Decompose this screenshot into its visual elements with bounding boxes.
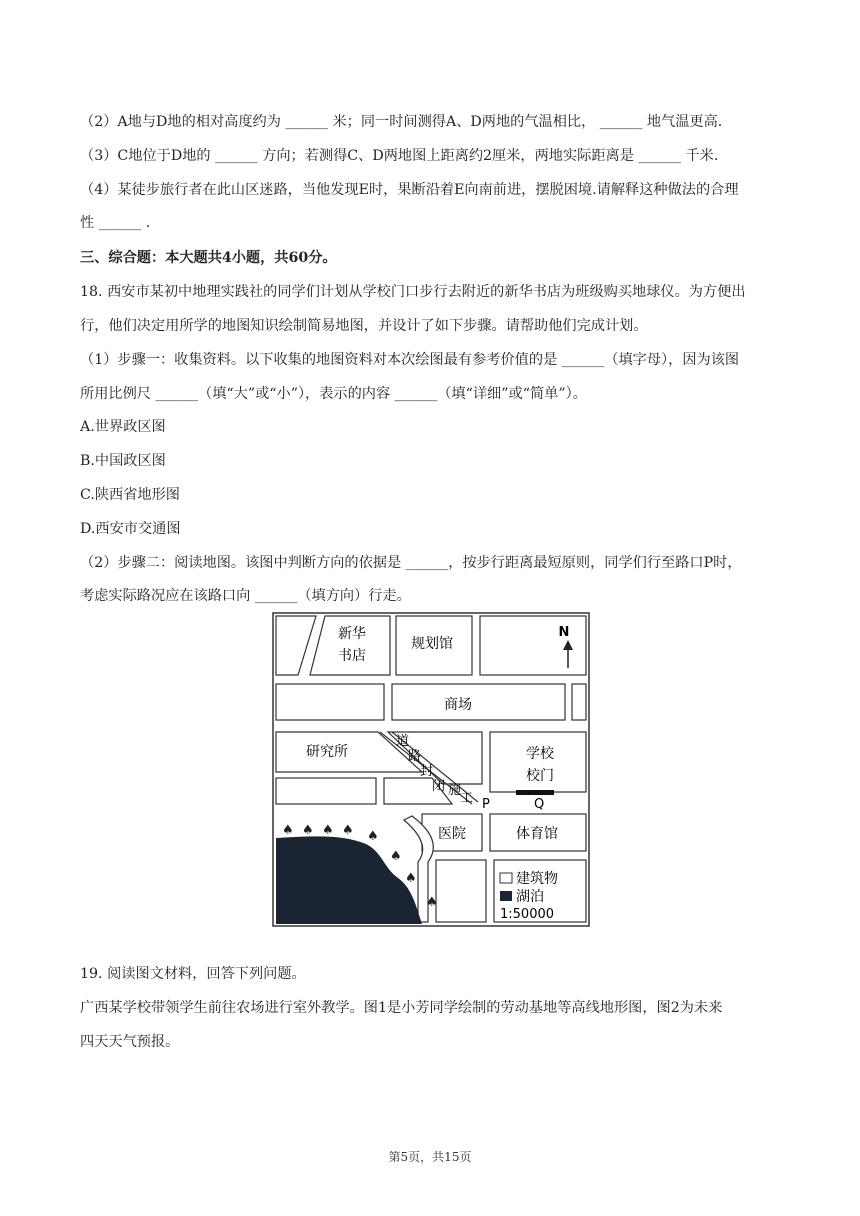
tree-icon: ♠ (322, 823, 334, 838)
line-18-1: （1）步骤一：收集资料。以下收集的地图资料对本次绘图最有参考价值的是 ______（填字母），因为该图 (80, 352, 740, 368)
line-18-1-cont: 所用比例尺 ______（填“大”或“小”），表示的内容 ______（填“详细”或“简单”）。 (80, 386, 587, 402)
line-q3: （3）C地位于D地的 ______ 方向；若测得C、D两地图上距离约2厘米，两地实际距离是 ______ 千米. (80, 148, 719, 164)
tree-icon: ♠ (405, 871, 417, 886)
label-shangchang: 商场 (444, 697, 472, 713)
tree-icon: ♠ (426, 895, 438, 910)
option-d: D.西安市交通图 (80, 521, 181, 537)
section-heading: 三、综合题：本大题共4小题，共60分。 (80, 250, 337, 266)
label-xinhua-2: 书店 (338, 648, 366, 664)
legend-building-label: 建筑物 (516, 871, 558, 887)
label-yiyuan: 医院 (438, 826, 466, 842)
line-q4-cont: 性 ______ . (80, 215, 151, 231)
school-gate-mark (516, 790, 554, 795)
legend-lake-swatch (500, 891, 512, 901)
label-p: P (482, 797, 490, 812)
school-area-map (272, 612, 590, 928)
line-19-text: 广西某学校带领学生前往农场进行室外教学。图1是小芳同学绘制的劳动基地等高线地形图，图2为未来 (80, 1000, 723, 1016)
line-18-2-cont: 考虑实际路况应在该路口向 ______（填方向）行走。 (80, 588, 411, 604)
label-closure-0: 道 (396, 734, 410, 749)
svg-text:N: N (558, 625, 570, 640)
label-closure-4: 施 (448, 783, 462, 798)
label-xinhua-1: 新华 (338, 626, 366, 642)
label-closure-1: 路 (408, 749, 422, 764)
line-18-cont: 行，他们决定用所学的地图知识绘制简易地图，并设计了如下步骤。请帮助他们完成计划。 (80, 318, 648, 334)
option-c: C.陕西省地形图 (80, 487, 180, 503)
building-row2-left (276, 684, 384, 720)
tree-icon: ♠ (282, 823, 294, 838)
label-xuexiao-1: 学校 (526, 746, 554, 762)
label-xuexiao-2: 校门 (526, 768, 554, 784)
line-q4: （4）某徒步旅行者在此山区迷路，当他发现E时，果断沿着E向南前进，摆脱困境.请解释这种做法的合理 (80, 182, 739, 198)
label-closure-5: 工 (460, 791, 474, 806)
building-row4-left (276, 778, 376, 804)
option-b: B.中国政区图 (80, 453, 166, 469)
legend-lake-label: 湖泊 (516, 889, 544, 905)
label-closure-3: 闭 (432, 779, 446, 794)
line-q2: （2）A地与D地的相对高度约为 ______ 米；同一时间测得A、D两地的气温相比， ______ 地气温更高. (80, 114, 723, 130)
line-18-2: （2）步骤二：阅读地图。该图中判断方向的依据是 ______，按步行距离最短原则，同学们行至路口P时， (80, 555, 742, 571)
label-q: Q (534, 797, 545, 812)
tree-icon: ♠ (367, 829, 379, 844)
line-18: 18. 西安市某初中地理实践社的同学们计划从学校门口步行去附近的新华书店为班级购买地球仪。为方便出 (80, 284, 746, 300)
legend-building-swatch (500, 873, 512, 883)
label-yanjiusuo: 研究所 (306, 744, 348, 760)
tree-icon: ♠ (342, 823, 354, 838)
label-closure-2: 封 (420, 764, 434, 779)
building-row2-right (572, 684, 586, 720)
tree-icon: ♠ (390, 849, 402, 864)
building-shangchang (392, 684, 565, 720)
option-a: A.世界政区图 (80, 419, 166, 435)
line-19-text-cont: 四天天气预报。 (80, 1034, 180, 1050)
label-tiyuguan: 体育馆 (516, 826, 558, 842)
tree-icon: ♠ (302, 823, 314, 838)
label-guihua: 规划馆 (411, 636, 453, 652)
page-footer: 第5页，共15页 (388, 1150, 472, 1164)
building-bottom-mid (436, 860, 486, 922)
line-19: 19. 阅读图文材料，回答下列问题。 (80, 966, 306, 982)
legend-scale: 1:50000 (500, 907, 555, 922)
